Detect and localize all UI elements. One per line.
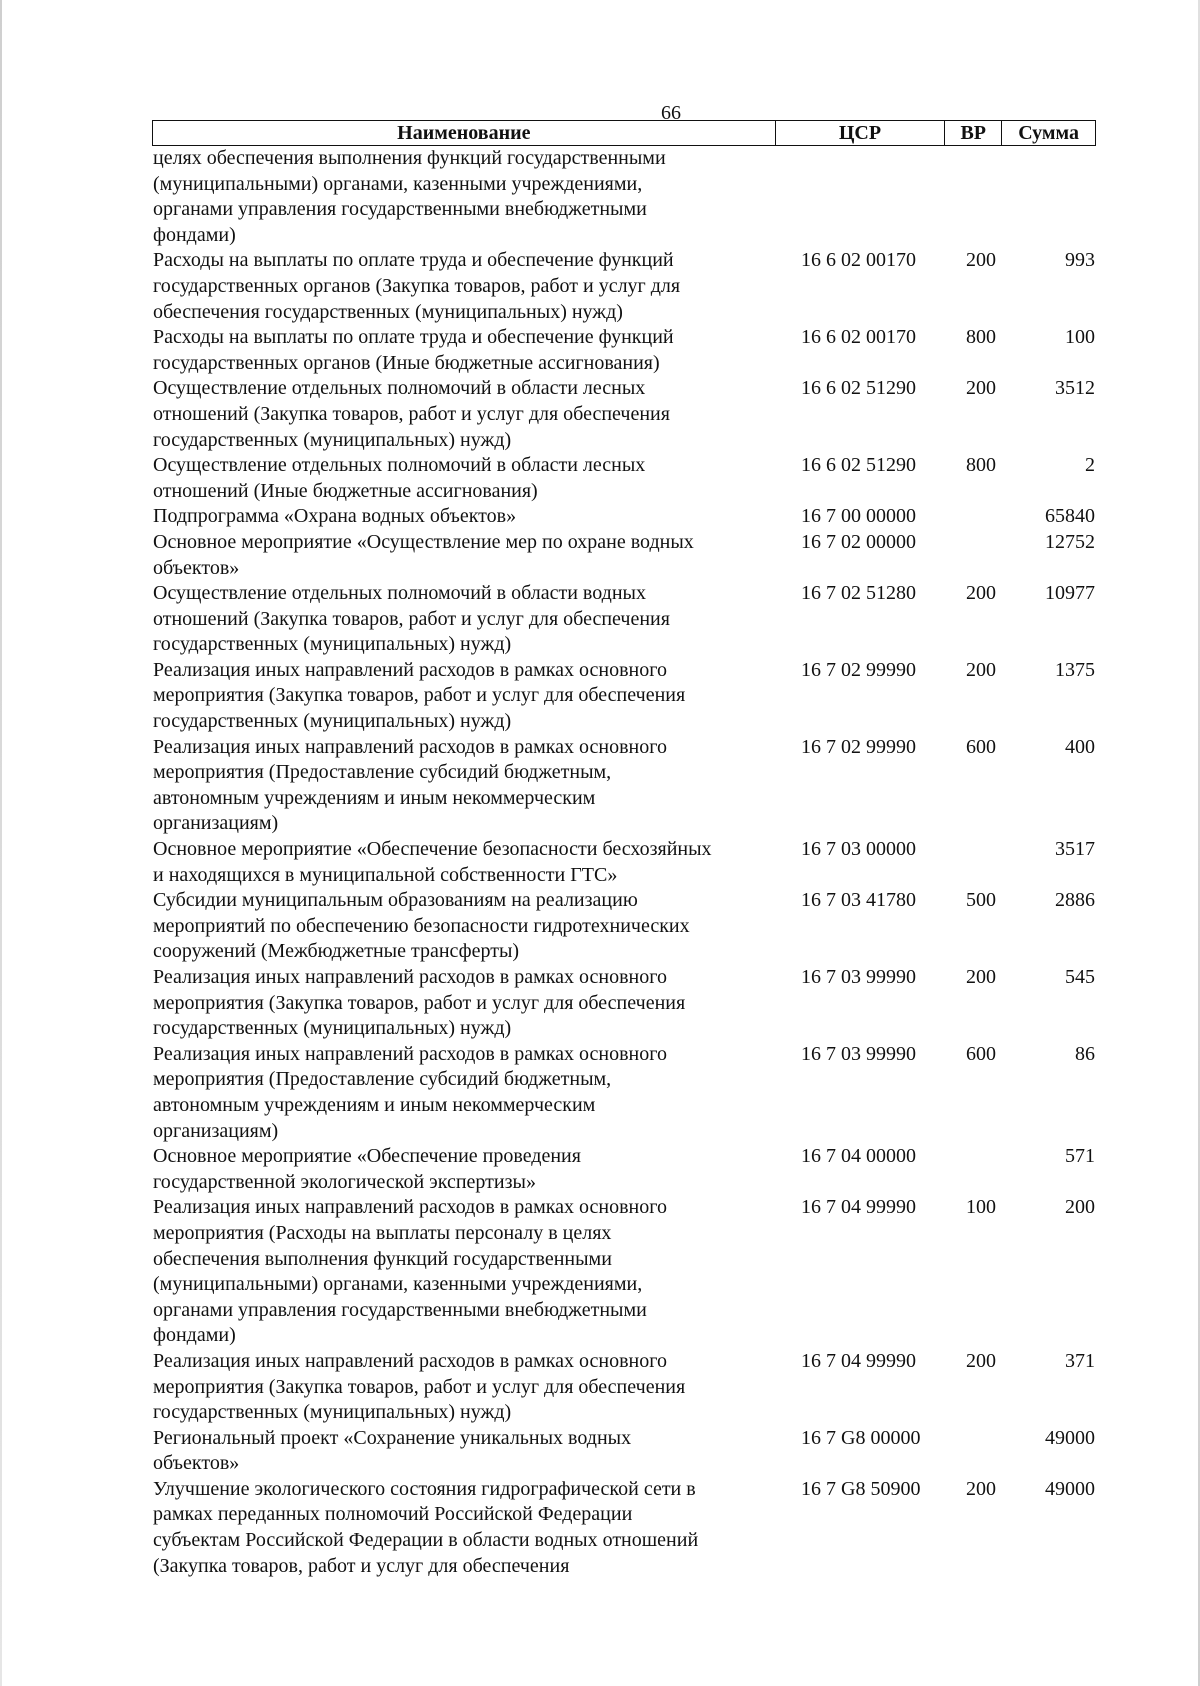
row-vr: 500 <box>966 889 996 912</box>
row-csr: 16 7 03 41780 <box>801 889 916 912</box>
header-sum: Сумма <box>1018 122 1079 144</box>
row-csr: 16 7 00 00000 <box>801 505 916 528</box>
row-csr: 16 7 04 00000 <box>801 1145 916 1168</box>
table-row <box>153 376 1097 453</box>
row-name: Реализация иных направлений расходов в рамках основного мероприятия (Закупка товаров, работ и услуг для обеспечения государственных (муниципальных) нужд) <box>153 658 686 733</box>
row-sum: 3517 <box>1055 838 1095 861</box>
row-vr: 800 <box>966 326 996 349</box>
row-name: Реализация иных направлений расходов в рамках основного мероприятия (Предоставление субсидий бюджетным, автономным учреждениям и иным некоммерческим организациям) <box>153 1042 667 1142</box>
row-name: Улучшение экологического состояния гидрографической сети в рамках переданных полномочий Российской Федерации субъектам Российской Федерации в области водных отношений (Закупка товаров, работ и услуг для обеспечения <box>153 1477 699 1577</box>
table-row <box>153 658 1097 735</box>
row-name: целях обеспечения выполнения функций государственными (муниципальными) органами, казенными учреждениями, органами управления государственными внебюджетными фондами) <box>153 147 666 246</box>
table-row <box>153 1195 1097 1349</box>
row-csr: 16 7 03 99990 <box>801 966 916 988</box>
header-name: Наименование <box>153 121 776 145</box>
row-name: Региональный проект «Сохранение уникальных водных объектов» <box>153 1426 632 1475</box>
row-vr: 200 <box>966 582 996 605</box>
row-csr: 16 7 04 99990 <box>801 1349 916 1372</box>
row-name: Расходы на выплаты по оплате труда и обеспечение функций государственных органов (Иные бюджетные ассигнования) <box>153 326 674 374</box>
row-name: Реализация иных направлений расходов в рамках основного мероприятия (Закупка товаров, работ и услуг для обеспечения государственных (муниципальных) нужд) <box>153 1349 686 1424</box>
row-name: Реализация иных направлений расходов в рамках основного мероприятия (Предоставление субсидий бюджетным, автономным учреждениям и иным некоммерческим организациям) <box>153 735 667 835</box>
table-row <box>153 1426 1097 1477</box>
row-vr: 100 <box>966 1196 996 1219</box>
row-csr: 16 6 02 51290 <box>801 454 916 477</box>
row-csr: 16 7 02 99990 <box>801 735 916 758</box>
table-row <box>153 1477 1097 1579</box>
row-csr: 16 7 03 99990 <box>801 1042 916 1065</box>
row-sum: 100 <box>1065 326 1095 349</box>
row-csr: 16 7 02 51280 <box>801 582 916 605</box>
table-row <box>153 581 1097 658</box>
row-sum: 993 <box>1065 249 1095 272</box>
page-number: 66 <box>661 102 681 124</box>
row-csr: 16 6 02 00170 <box>801 326 916 349</box>
row-name: Подпрограмма «Охрана водных объектов» <box>153 505 517 528</box>
row-sum: 86 <box>1075 1042 1095 1065</box>
row-csr: 16 6 02 00170 <box>801 249 916 272</box>
header-csr: ЦСР <box>776 121 946 145</box>
row-sum: 10977 <box>1045 582 1095 605</box>
table-row <box>153 1144 1097 1195</box>
row-vr: 200 <box>966 1477 996 1500</box>
table-body <box>153 146 1097 1579</box>
row-sum: 3512 <box>1055 377 1095 400</box>
table-row <box>153 965 1097 1042</box>
row-sum: 65840 <box>1045 505 1095 528</box>
scan-edge-left <box>0 0 2 1686</box>
table-header <box>152 120 1096 146</box>
table-row <box>153 453 1097 504</box>
table-row <box>153 146 1097 248</box>
table-row <box>153 888 1097 965</box>
row-csr: 16 7 04 99990 <box>801 1196 916 1219</box>
row-vr: 200 <box>966 966 996 988</box>
row-vr: 600 <box>966 735 996 758</box>
row-sum: 12752 <box>1045 530 1095 553</box>
row-sum: 1375 <box>1055 658 1095 681</box>
row-name: Субсидии муниципальным образованиям на реализацию мероприятий по обеспечению безопасности гидротехнических сооружений (Межбюджетные трансферты) <box>153 889 690 963</box>
row-name: Основное мероприятие «Обеспечение безопасности бесхозяйных и находящихся в муниципальной собственности ГТС» <box>153 838 712 886</box>
row-sum: 545 <box>1065 966 1095 988</box>
table-row <box>153 837 1097 888</box>
row-sum: 200 <box>1065 1196 1095 1219</box>
row-vr: 200 <box>966 377 996 400</box>
row-vr: 600 <box>966 1042 996 1065</box>
row-sum: 371 <box>1065 1349 1095 1372</box>
row-sum: 571 <box>1065 1145 1095 1168</box>
row-sum: 2 <box>1085 454 1095 477</box>
row-name: Расходы на выплаты по оплате труда и обеспечение функций государственных органов (Закупка товаров, работ и услуг для обеспечения государственных (муниципальных) нужд) <box>153 249 681 323</box>
row-sum: 2886 <box>1055 889 1095 912</box>
row-csr: 16 7 02 99990 <box>801 658 916 681</box>
row-name: Осуществление отдельных полномочий в области лесных отношений (Иные бюджетные ассигнования) <box>153 454 646 502</box>
table-row <box>153 1042 1097 1144</box>
table-row <box>153 325 1097 376</box>
row-csr: 16 7 G8 50900 <box>801 1477 921 1500</box>
row-name: Основное мероприятие «Обеспечение проведения государственной экологической экспертизы» <box>153 1145 581 1193</box>
row-csr: 16 7 G8 00000 <box>801 1426 921 1449</box>
row-vr: 200 <box>966 1349 996 1372</box>
row-vr: 200 <box>966 658 996 681</box>
table-row <box>153 504 1097 530</box>
row-name: Осуществление отдельных полномочий в области водных отношений (Закупка товаров, работ и услуг для обеспечения государственных (муниципальных) нужд) <box>153 582 670 656</box>
row-name: Основное мероприятие «Осуществление мер по охране водных объектов» <box>153 530 694 579</box>
row-name: Реализация иных направлений расходов в рамках основного мероприятия (Расходы на выплаты персоналу в целях обеспечения выполнения функций государственными (муниципальными) органами, казенными учреждениями, органами управления государственными внебюджетными фондами) <box>153 1196 667 1347</box>
row-name: Осуществление отдельных полномочий в области лесных отношений (Закупка товаров, работ и услуг для обеспечения государственных (муниципальных) нужд) <box>153 377 670 451</box>
row-sum: 400 <box>1065 735 1095 758</box>
table-row <box>153 530 1097 581</box>
row-sum: 49000 <box>1045 1426 1095 1449</box>
row-csr: 16 6 02 51290 <box>801 377 916 400</box>
header-vr: ВР <box>945 121 1002 145</box>
row-name: Реализация иных направлений расходов в рамках основного мероприятия (Закупка товаров, работ и услуг для обеспечения государственных (муниципальных) нужд) <box>153 966 686 1040</box>
table-row <box>153 1349 1097 1426</box>
table-row <box>153 248 1097 325</box>
row-csr: 16 7 03 00000 <box>801 838 916 861</box>
table-row <box>153 735 1097 837</box>
row-vr: 800 <box>966 454 996 477</box>
row-vr: 200 <box>966 249 996 272</box>
row-sum: 49000 <box>1045 1477 1095 1500</box>
row-csr: 16 7 02 00000 <box>801 530 916 553</box>
